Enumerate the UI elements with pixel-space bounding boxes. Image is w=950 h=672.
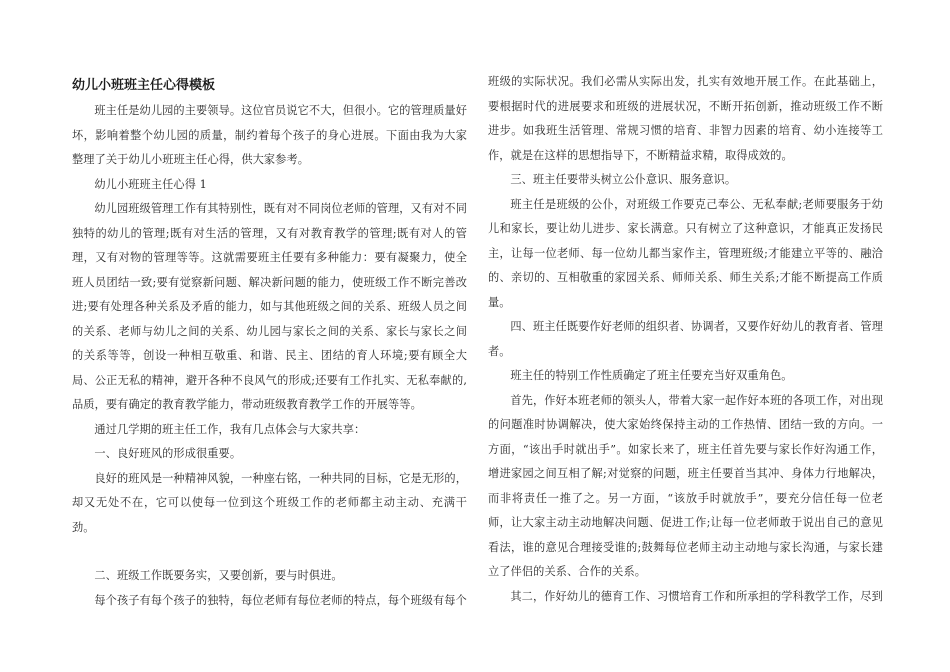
intro-paragraph: 班主任是幼儿园的主要领导。这位官员说它不大，但很小。它的管理质量好坏，影响着整个幼儿园的质量，制约着每个孩子的身心进展。下面由我为大家整理了关于幼儿小班班主任心得，供大家参考。 — [72, 104, 467, 166]
point-heading-4: 四、班主任既要作好老师的组织者、协调者，又要作好幼儿的教育者、管理者。 — [488, 320, 883, 358]
body-paragraph: 良好的班风是一种精神风貌，一种座右铭，一种共同的目标，它是无形的，却又无处不在，它可以使每一位到这个班级工作的老师都主动主动、充满干劲。 — [72, 471, 467, 534]
body-paragraph: 班主任是班级的公仆，对班级工作要克己奉公、无私奉献;老师要服务于幼儿和家长，要让幼儿进步、家长满意。只有树立了这种意识，才能真正发扬民主，让每一位老师、每一位幼儿都当家作主，管理班级;才能建立平等的、融洽的、亲切的、互相敬重的家园关系、师师关系、师生关系;才能不断提高工作质量。 — [488, 197, 883, 309]
left-column — [72, 70, 467, 613]
body-paragraph: 首先，作好本班老师的领头人，带着大家一起作好本班的各项工作，对出现的问题准时协调解决，使大家始终保持主动的工作热情、团结一致的方向。一方面，“该出手时就出手”。如家长来了，班主任首先要与家长作好沟通工作，增进家园之间互相了解;对觉察的问题，班主任要首当其冲、身体力行地解决，而非将责任一推了之。另一方面，“该放手时就放手”，要充分信任每一位老师，让大家主动主动地解决问题、促进工作;让每一位老师敢于说出自己的意见看法，谁的意见合理接受谁的;鼓舞每位老师主动主动地与家长沟通，与家长建立了伴侣的关系、合作的关系。 — [488, 393, 883, 578]
right-column — [488, 70, 883, 609]
document-title: 幼儿小班班主任心得模板 — [72, 78, 216, 93]
point-heading-3: 三、班主任要带头树立公仆意识、服务意识。 — [510, 173, 737, 186]
body-paragraph: 幼儿园班级管理工作有其特别性，既有对不同岗位老师的管理，又有对不同独特的幼儿的管理;既有对生活的管理，又有对教育教学的管理;既有对人的管理，又有对物的管理等等。这就需要班主任要有多种能力：要有凝聚力，使全班人员团结一致;要有觉察新问题、解决新问题的能力，使班级工作不断完善改进;要有处理各种关系及矛盾的能力，如与其他班级之间的关系、班级人员之间的关系、老师与幼儿之间的关系、幼儿园与家长之间的关系、家长与家长之间的关系等等，创设一种相互敬重、和谐、民主、团结的育人环境;要有顾全大局、公正无私的精神，避开各种不良风气的形成;还要有工作扎实、无私奉献的,品质，要有确定的教育教学能力，带动班级教育教学工作的开展等等。 — [72, 202, 467, 411]
point-heading-2: 二、班级工作既要务实，又要创新，要与时俱进。 — [94, 569, 343, 582]
body-paragraph: 通过几学期的班主任工作，我有几点体会与大家共享： — [94, 422, 366, 436]
body-paragraph: 其二，作好幼儿的德育工作、习惯培育工作和所承担的学科教学工作，尽到 — [510, 589, 883, 603]
body-paragraph: 每个孩子有每个孩子的独特，每位老师有每位老师的特点，每个班级有每个 — [94, 593, 467, 607]
body-paragraph: 班主任的特别工作性质确定了班主任要充当好双重角色。 — [510, 369, 793, 382]
body-paragraph-continued: 班级的实际状况。我们必需从实际出发，扎实有效地开展工作。在此基础上，要根据时代的进展要求和班级的进展状况，不断开拓创新，推动班级工作不断进步。如我班生活管理、常规习惯的培育、非智力因素的培育、幼小连接等工作，就是在这样的思想指导下，不断精益求精，取得成效的。 — [488, 75, 883, 162]
section-heading-1: 幼儿小班班主任心得 1 — [94, 177, 207, 191]
point-heading-1: 一、良好班风的形成很重要。 — [94, 447, 242, 460]
